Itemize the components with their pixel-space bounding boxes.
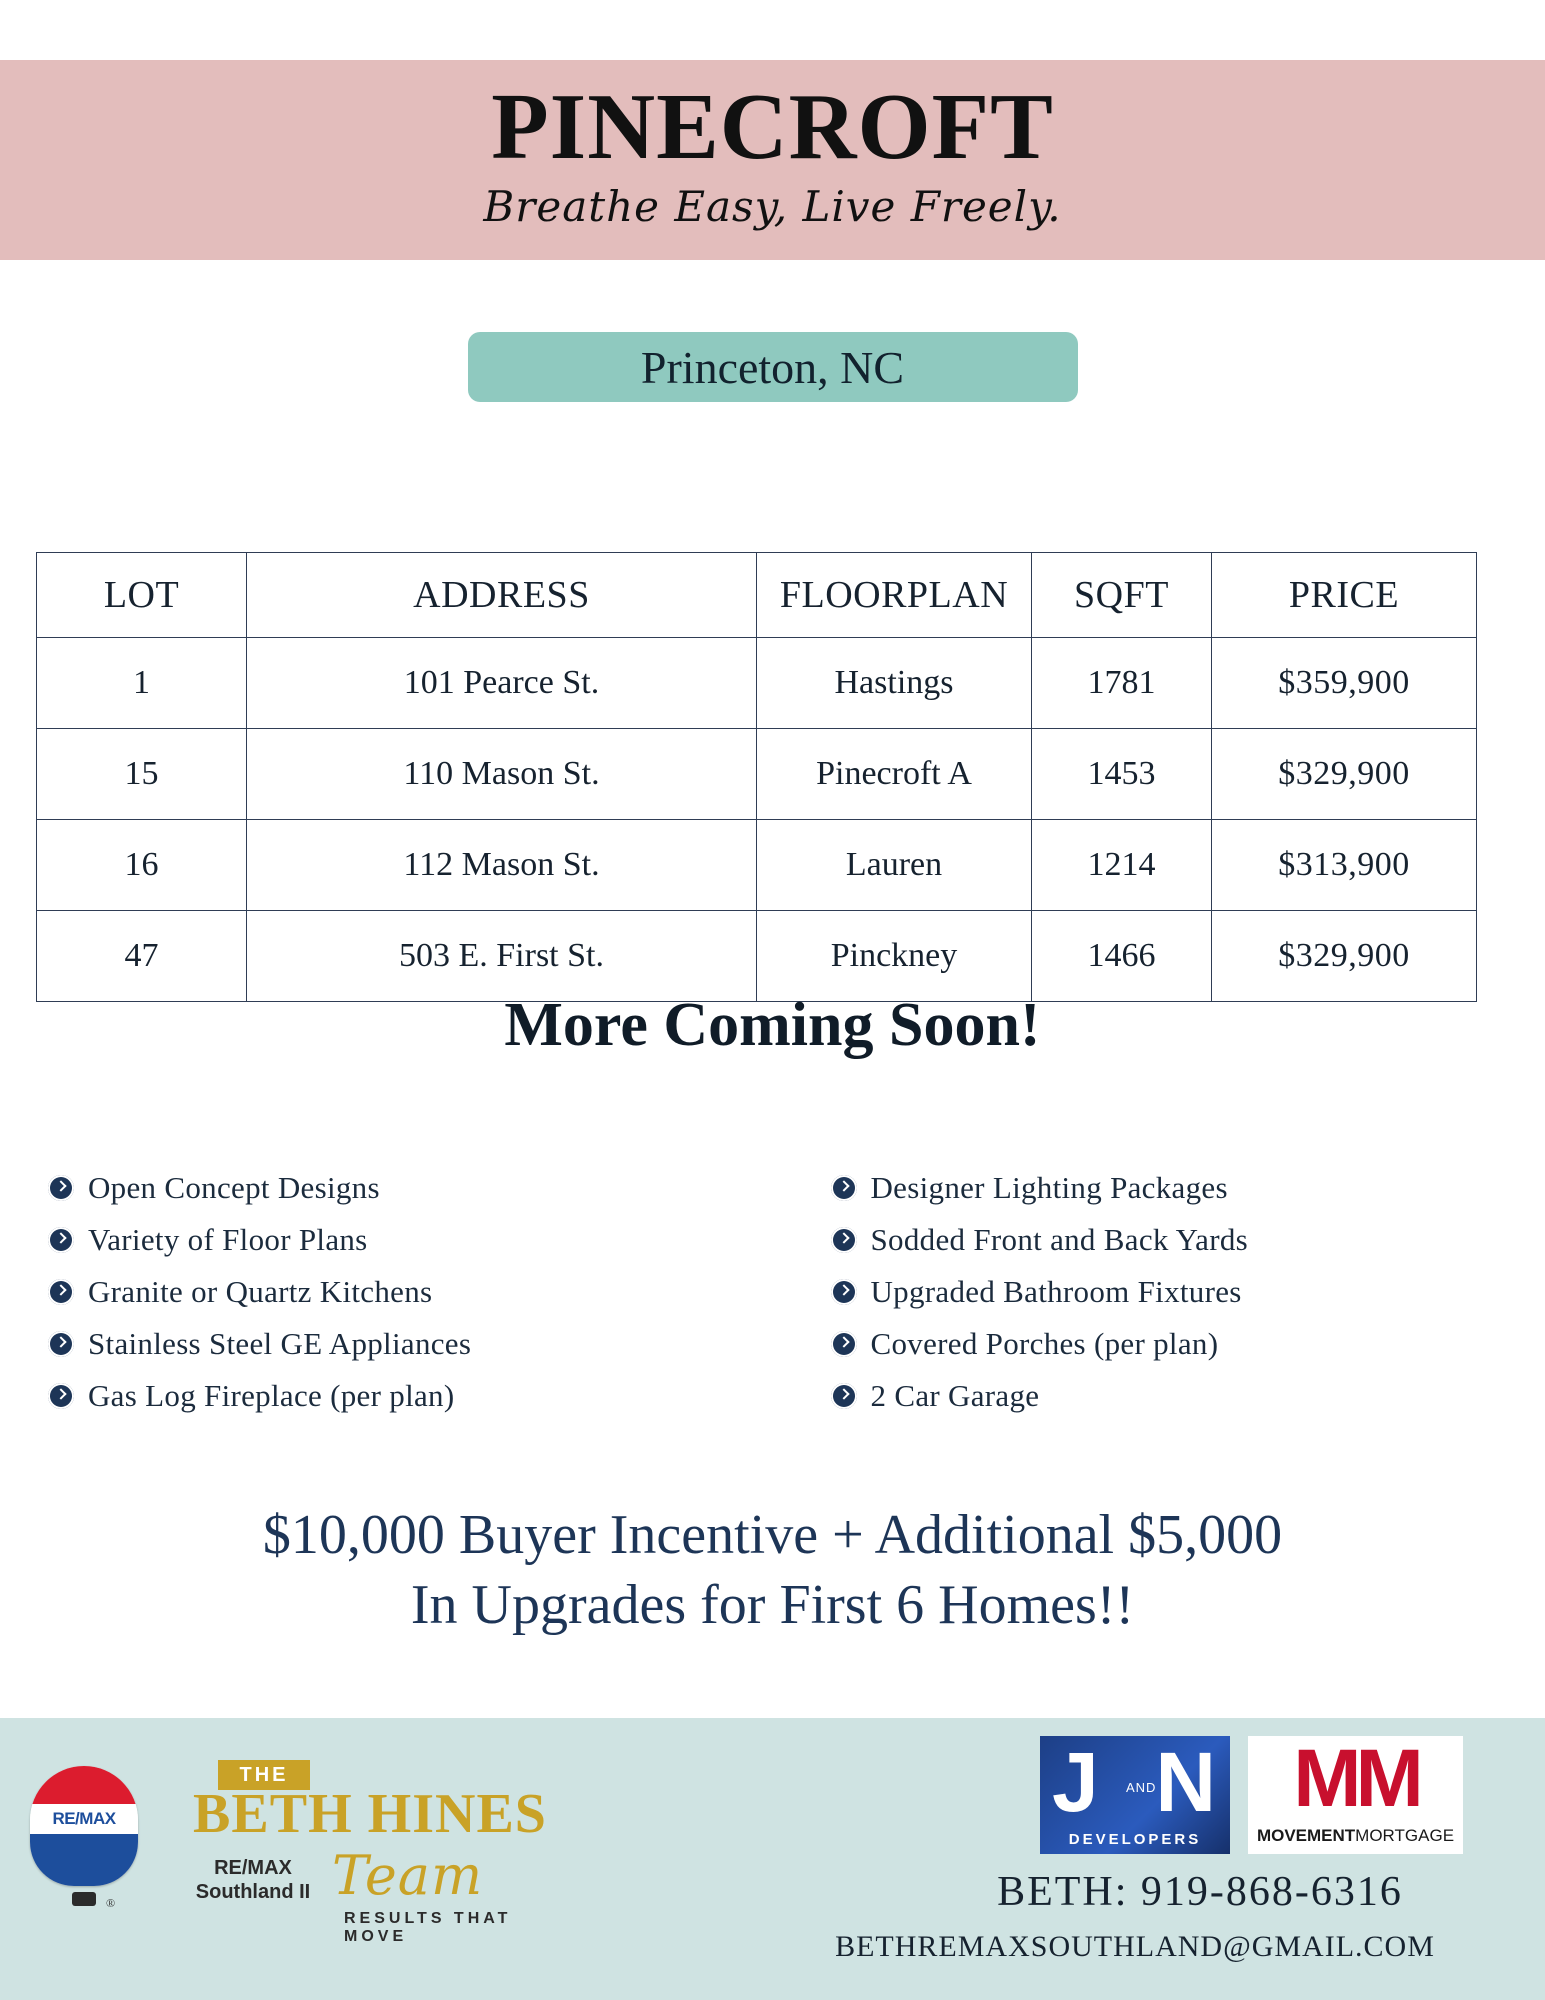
logo-the-label: THE <box>218 1760 310 1790</box>
feature-label: Stainless Steel GE Appliances <box>88 1326 472 1361</box>
chevron-circle-icon <box>831 1331 857 1357</box>
list-item <box>831 1378 1545 1414</box>
incentive-line-2: In Upgrades for First 6 Homes!! <box>410 1574 1135 1636</box>
chevron-circle-icon <box>48 1227 74 1253</box>
feature-label: Sodded Front and Back Yards <box>870 1222 1249 1257</box>
cell-sqft: 1781 <box>1032 638 1212 729</box>
registered-mark: ® <box>106 1896 116 1910</box>
table-row <box>37 638 1477 729</box>
list-item <box>48 1222 773 1258</box>
feature-label: Upgraded Bathroom Fixtures <box>870 1274 1242 1309</box>
feature-label: Open Concept Designs <box>88 1170 380 1205</box>
balloon-icon <box>30 1766 138 1886</box>
column-header-floorplan: FLOORPLAN <box>757 553 1032 638</box>
jn-and-label: AND <box>1126 1780 1157 1795</box>
cell-lot: 16 <box>37 820 247 911</box>
list-item <box>831 1222 1545 1258</box>
table-header-row <box>37 553 1477 638</box>
table-row <box>37 911 1477 1002</box>
logo-tagline: RESULTS THAT MOVE <box>344 1910 512 1945</box>
cell-price: $313,900 <box>1212 820 1477 911</box>
jn-letter-n: N <box>1155 1735 1216 1829</box>
logo-brokerage <box>178 1856 328 1904</box>
cell-sqft: 1453 <box>1032 729 1212 820</box>
contact-phone-number[interactable]: 919-868-6316 <box>1140 1869 1403 1915</box>
column-header-address: ADDRESS <box>247 553 757 638</box>
chevron-circle-icon <box>48 1175 74 1201</box>
balloon-red-stripe <box>30 1766 138 1804</box>
cell-price: $359,900 <box>1212 638 1477 729</box>
feature-label: Covered Porches (per plan) <box>870 1326 1219 1361</box>
feature-label: Variety of Floor Plans <box>88 1222 368 1257</box>
feature-label: Designer Lighting Packages <box>870 1170 1228 1205</box>
cell-address: 503 E. First St. <box>247 911 757 1002</box>
list-item <box>48 1274 773 1310</box>
chevron-circle-icon <box>831 1227 857 1253</box>
list-item <box>831 1326 1545 1362</box>
chevron-circle-icon <box>831 1175 857 1201</box>
column-header-sqft: SQFT <box>1032 553 1212 638</box>
chevron-circle-icon <box>48 1279 74 1305</box>
contact-email[interactable]: BETHREMAXSOUTHLAND@GMAIL.COM <box>835 1930 1435 1963</box>
cell-floorplan: Hastings <box>757 638 1032 729</box>
list-item <box>48 1326 773 1362</box>
coming-soon-heading: More Coming Soon! <box>504 991 1041 1059</box>
cell-floorplan: Pinecroft A <box>757 729 1032 820</box>
chevron-circle-icon <box>48 1331 74 1357</box>
jn-letter-j: J <box>1052 1735 1099 1829</box>
jn-developers-logo <box>1040 1736 1230 1854</box>
cell-address: 110 Mason St. <box>247 729 757 820</box>
cell-address: 101 Pearce St. <box>247 638 757 729</box>
cell-lot: 1 <box>37 638 247 729</box>
incentive-line-1: $10,000 Buyer Incentive + Additional $5,000 <box>262 1504 1283 1566</box>
brand-tagline: Breathe Easy, Live Freely. <box>483 182 1062 231</box>
feature-label: 2 Car Garage <box>870 1378 1040 1413</box>
logo-agent-name: BETH HINES <box>193 1783 547 1845</box>
location-label: Princeton, NC <box>640 341 905 393</box>
features-section <box>0 1170 1545 1430</box>
list-item <box>48 1378 773 1414</box>
contact-phone[interactable] <box>880 1868 1520 1916</box>
movement-mortgage-logo <box>1248 1733 1463 1854</box>
remax-wordmark: RE/MAX <box>52 1809 116 1828</box>
column-header-lot: LOT <box>37 553 247 638</box>
balloon-basket-icon <box>72 1892 96 1906</box>
listings-table-container <box>36 552 1476 1002</box>
logo-team-script: Team <box>332 1844 484 1907</box>
mm-monogram: MM <box>1293 1733 1418 1824</box>
list-item <box>831 1274 1545 1310</box>
cell-price: $329,900 <box>1212 729 1477 820</box>
chevron-circle-icon <box>48 1383 74 1409</box>
jn-developers-label: DEVELOPERS <box>1068 1831 1202 1848</box>
cell-lot: 15 <box>37 729 247 820</box>
brokerage-line-1: RE/MAX <box>214 1857 292 1879</box>
cell-price: $329,900 <box>1212 911 1477 1002</box>
incentive-block <box>0 1500 1545 1640</box>
balloon-blue-stripe <box>30 1834 138 1886</box>
cell-lot: 47 <box>37 911 247 1002</box>
cell-sqft: 1214 <box>1032 820 1212 911</box>
cell-floorplan: Lauren <box>757 820 1032 911</box>
cell-floorplan: Pinckney <box>757 911 1032 1002</box>
mortgage-word: MORTGAGE <box>1355 1826 1455 1845</box>
cell-sqft: 1466 <box>1032 911 1212 1002</box>
list-item <box>831 1170 1545 1206</box>
movement-mortgage-wordmark <box>1248 1826 1463 1846</box>
footer-content <box>0 1718 1545 2000</box>
location-badge <box>468 332 1078 402</box>
movement-word: MOVEMENT <box>1256 1826 1356 1845</box>
beth-hines-team-logo <box>160 1760 580 1945</box>
brokerage-line-2: Southland II <box>195 1881 311 1903</box>
column-header-price: PRICE <box>1212 553 1477 638</box>
feature-label: Gas Log Fireplace (per plan) <box>88 1378 455 1413</box>
contact-phone-label: BETH: <box>997 1869 1129 1915</box>
list-item <box>48 1170 773 1206</box>
listings-table <box>36 552 1477 1002</box>
chevron-circle-icon <box>831 1383 857 1409</box>
features-column-left <box>0 1170 773 1430</box>
remax-logo <box>20 1766 150 1936</box>
cell-address: 112 Mason St. <box>247 820 757 911</box>
table-row <box>37 729 1477 820</box>
page-title: PINECROFT <box>491 75 1054 179</box>
chevron-circle-icon <box>831 1279 857 1305</box>
feature-label: Granite or Quartz Kitchens <box>88 1274 433 1309</box>
table-row <box>37 820 1477 911</box>
features-column-right <box>773 1170 1545 1430</box>
